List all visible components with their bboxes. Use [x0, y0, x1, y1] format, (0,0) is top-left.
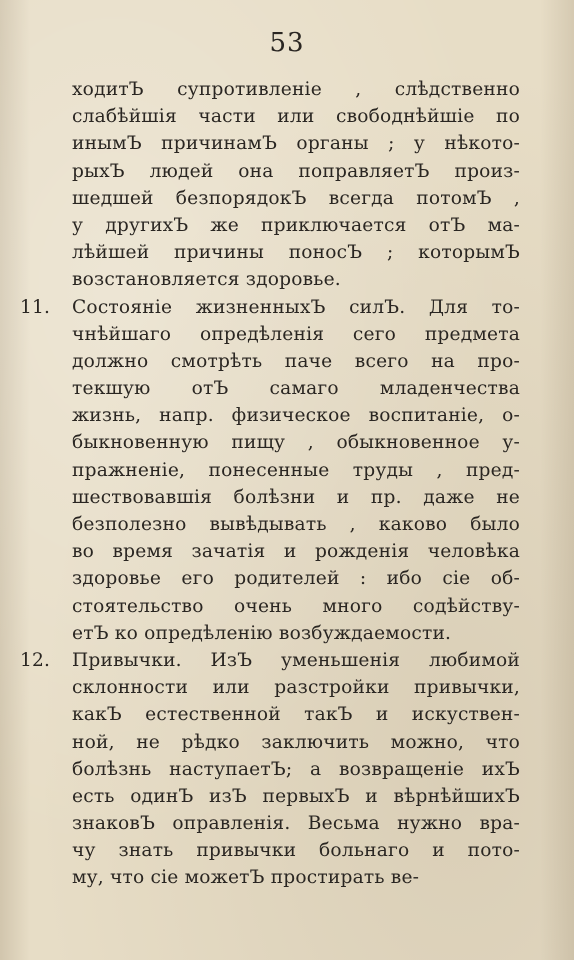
text-line — [20, 321, 520, 348]
text-body — [20, 76, 520, 892]
line-text: чу знать привычки больнаго и пото- — [72, 840, 520, 862]
line-text: во время зачатія и рожденія человѣка — [72, 541, 520, 563]
line-text: текшую отЪ самаго младенчества — [72, 378, 520, 400]
text-line — [20, 484, 520, 511]
text-line — [20, 185, 520, 212]
line-text: шедшей безпорядокЪ всегда потомЪ , — [72, 187, 520, 209]
line-text: слабѣйшія части или свободнѣйшіе по — [72, 106, 520, 128]
text-line — [20, 674, 520, 701]
line-text: Состояніе жизненныхЪ силЪ. Для то- — [72, 296, 520, 318]
line-text: ной, не рѣдко заключить можно, что — [72, 731, 520, 753]
line-text: инымЪ причинамЪ органы ; у нѣкото- — [72, 133, 520, 155]
text-line — [20, 565, 520, 592]
text-line — [20, 103, 520, 130]
line-text: знаковЪ оправленія. Весьма нужно вра- — [72, 813, 520, 835]
section-number: 11. — [20, 296, 51, 318]
text-line — [20, 158, 520, 185]
text-line — [20, 783, 520, 810]
text-line — [20, 756, 520, 783]
line-text: стоятельство очень много содѣйству- — [72, 595, 520, 617]
text-line — [20, 294, 520, 321]
text-line — [20, 620, 520, 647]
line-text: безполезно вывѣдывать , каково было — [72, 514, 520, 535]
line-text: склонности или разстройки привычки, — [72, 677, 520, 699]
text-line — [20, 701, 520, 728]
text-line — [20, 457, 520, 484]
text-line — [20, 837, 520, 864]
text-line — [20, 375, 520, 402]
line-text: возстановляется здоровье. — [72, 269, 341, 291]
text-line — [20, 647, 520, 674]
text-line — [20, 130, 520, 157]
page-number: 53 — [269, 28, 305, 58]
line-text: должно смотрѣть паче всего на про- — [72, 350, 520, 372]
text-line — [20, 348, 520, 375]
line-text: рыхЪ людей она поправляетЪ произ- — [72, 160, 520, 182]
line-text: пражненіе, понесенные труды , пред- — [72, 459, 520, 481]
line-text: какЪ естественной такЪ и искуствен- — [72, 704, 520, 726]
text-line — [20, 593, 520, 620]
line-text: чнѣйшаго опредѣленія сего предмета — [72, 323, 520, 345]
text-line — [20, 729, 520, 756]
text-line — [20, 810, 520, 837]
line-text: здоровье его родителей : ибо сіе об- — [72, 568, 520, 590]
line-text: му, что сіе можетЪ простирать ве- — [72, 867, 420, 889]
text-line — [20, 266, 520, 293]
line-text: Привычки. ИзЪ уменьшенія любимой — [72, 649, 520, 671]
text-line — [20, 402, 520, 429]
text-line — [20, 76, 520, 103]
text-line — [20, 511, 520, 538]
text-line — [20, 429, 520, 456]
line-text: жизнь, напр. физическое воспитаніе, о- — [72, 405, 520, 427]
line-text: лѣйшей причины поносЪ ; которымЪ — [72, 242, 520, 264]
line-text: ходитЪ супротивленіе , слѣдственно — [72, 79, 520, 100]
text-line — [20, 239, 520, 266]
line-text: болѣзнь наступаетЪ; а возвращеніе ихЪ — [72, 758, 520, 780]
line-text: етЪ ко опредѣленію возбуждаемости. — [72, 622, 452, 644]
text-line — [20, 212, 520, 239]
line-text: у другихЪ же приключается отЪ ма- — [72, 214, 520, 236]
line-text: есть одинЪ изЪ первыхЪ и вѣрнѣйшихЪ — [72, 785, 520, 807]
section-number: 12. — [20, 649, 51, 671]
line-text: быкновенную пищу , обыкновенное у- — [72, 432, 520, 454]
text-line — [20, 864, 520, 891]
line-text: шествовавшія болѣзни и пр. даже не — [72, 486, 520, 508]
text-line — [20, 538, 520, 565]
